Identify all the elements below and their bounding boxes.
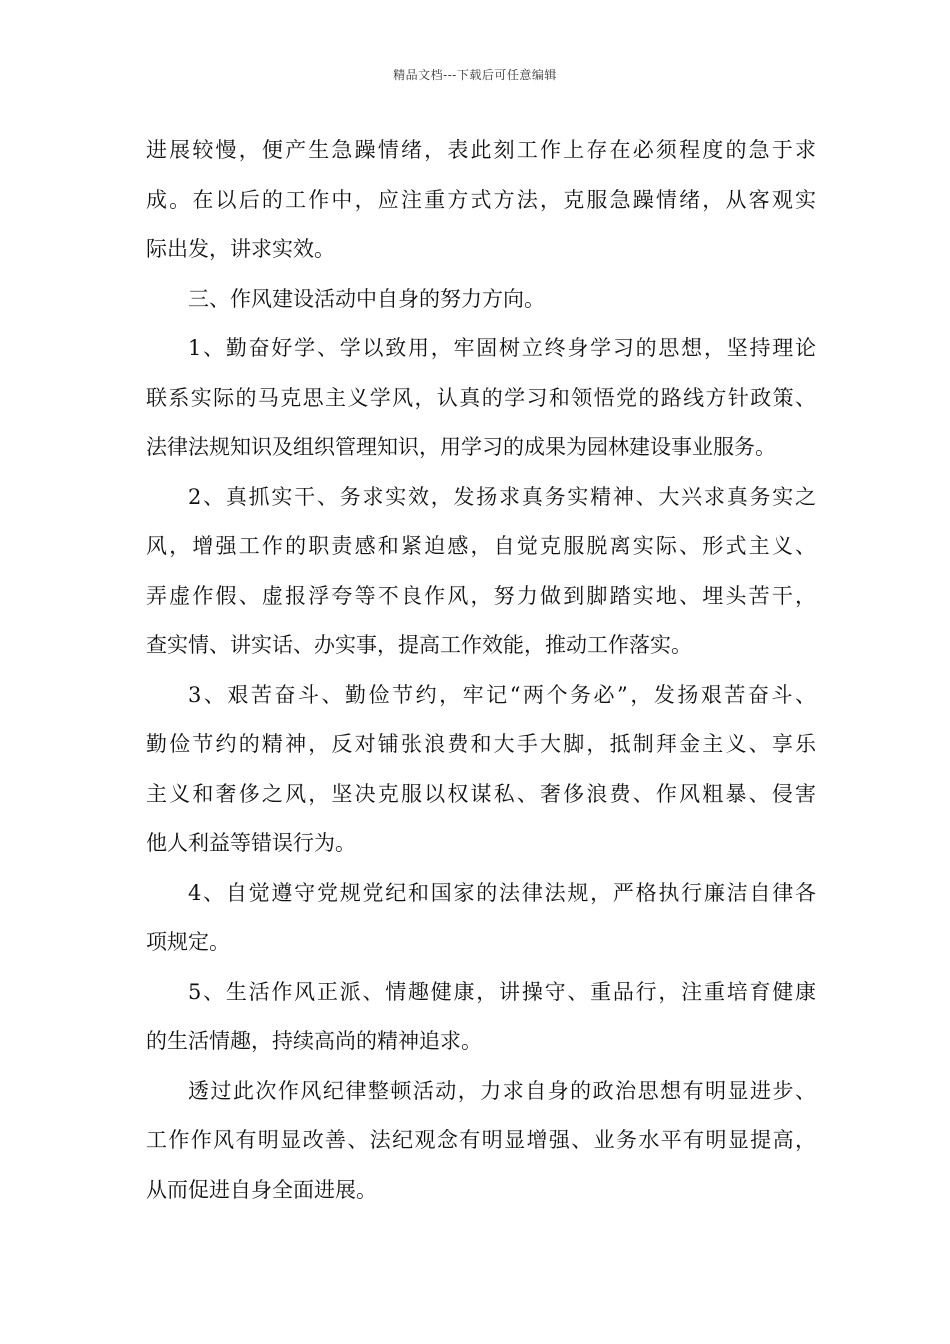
text-line: 成。在以后的工作中，应注重方式方法，克服急躁情绪，从客观实 <box>146 187 816 212</box>
text-line: 项规定。 <box>146 930 230 954</box>
text-line: 5、生活作风正派、情趣健康，讲操守、重品行，注重培育健康 <box>188 979 816 1004</box>
text-line: 风，增强工作的职责感和紧迫感，自觉克服脱离实际、形式主义、 <box>146 534 816 558</box>
text-line: 进展较慢，便产生急躁情绪，表此刻工作上存在必须程度的急于求 <box>146 138 816 162</box>
section-heading: 三、作风建设活动中自身的努力方向。 <box>188 286 545 311</box>
text-line: 工作作风有明显改善、法纪观念有明显增强、业务水平有明显提高， <box>146 1128 816 1152</box>
text-line: 4、自觉遵守党规党纪和国家的法律法规，严格执行廉洁自律各 <box>188 880 816 905</box>
document-body <box>146 126 816 1215</box>
text-line: 法律法规知识及组织管理知识，用学习的成果为园林建设事业服务。 <box>146 435 776 459</box>
text-line: 的生活情趣，持续高尚的精神追求。 <box>146 1029 482 1053</box>
text-line: 1、勤奋好学、学以致用，牢固树立终身学习的思想，坚持理论 <box>188 336 816 360</box>
text-line: 2、真抓实干、务求实效，发扬求真务实精神、大兴求真务实之 <box>188 484 816 509</box>
text-line: 透过此次作风纪律整顿活动，力求自身的政治思想有明显进步、 <box>188 1078 816 1103</box>
text-line: 他人利益等错误行为。 <box>146 831 356 855</box>
text-line: 查实情、讲实话、办实事，提高工作效能，推动工作落实。 <box>146 633 692 657</box>
page-header: 精品文档---下载后可任意编辑 <box>393 68 557 82</box>
text-line: 勤俭节约的精神，反对铺张浪费和大手大脚，抵制拜金主义、享乐 <box>146 732 816 756</box>
text-line: 从而促进自身全面进展。 <box>146 1177 377 1202</box>
text-line: 联系实际的马克思主义学风，认真的学习和领悟党的路线方针政策、 <box>146 385 816 410</box>
text-line: 际出发，讲求实效。 <box>146 237 335 261</box>
text-line: 3、艰苦奋斗、勤俭节约，牢记“两个务必”，发扬艰苦奋斗、 <box>188 682 816 707</box>
text-line: 弄虚作假、虚报浮夸等不良作风，努力做到脚踏实地、埋头苦干， <box>146 583 816 608</box>
text-line: 主义和奢侈之风，坚决克服以权谋私、奢侈浪费、作风粗暴、侵害 <box>146 781 816 806</box>
